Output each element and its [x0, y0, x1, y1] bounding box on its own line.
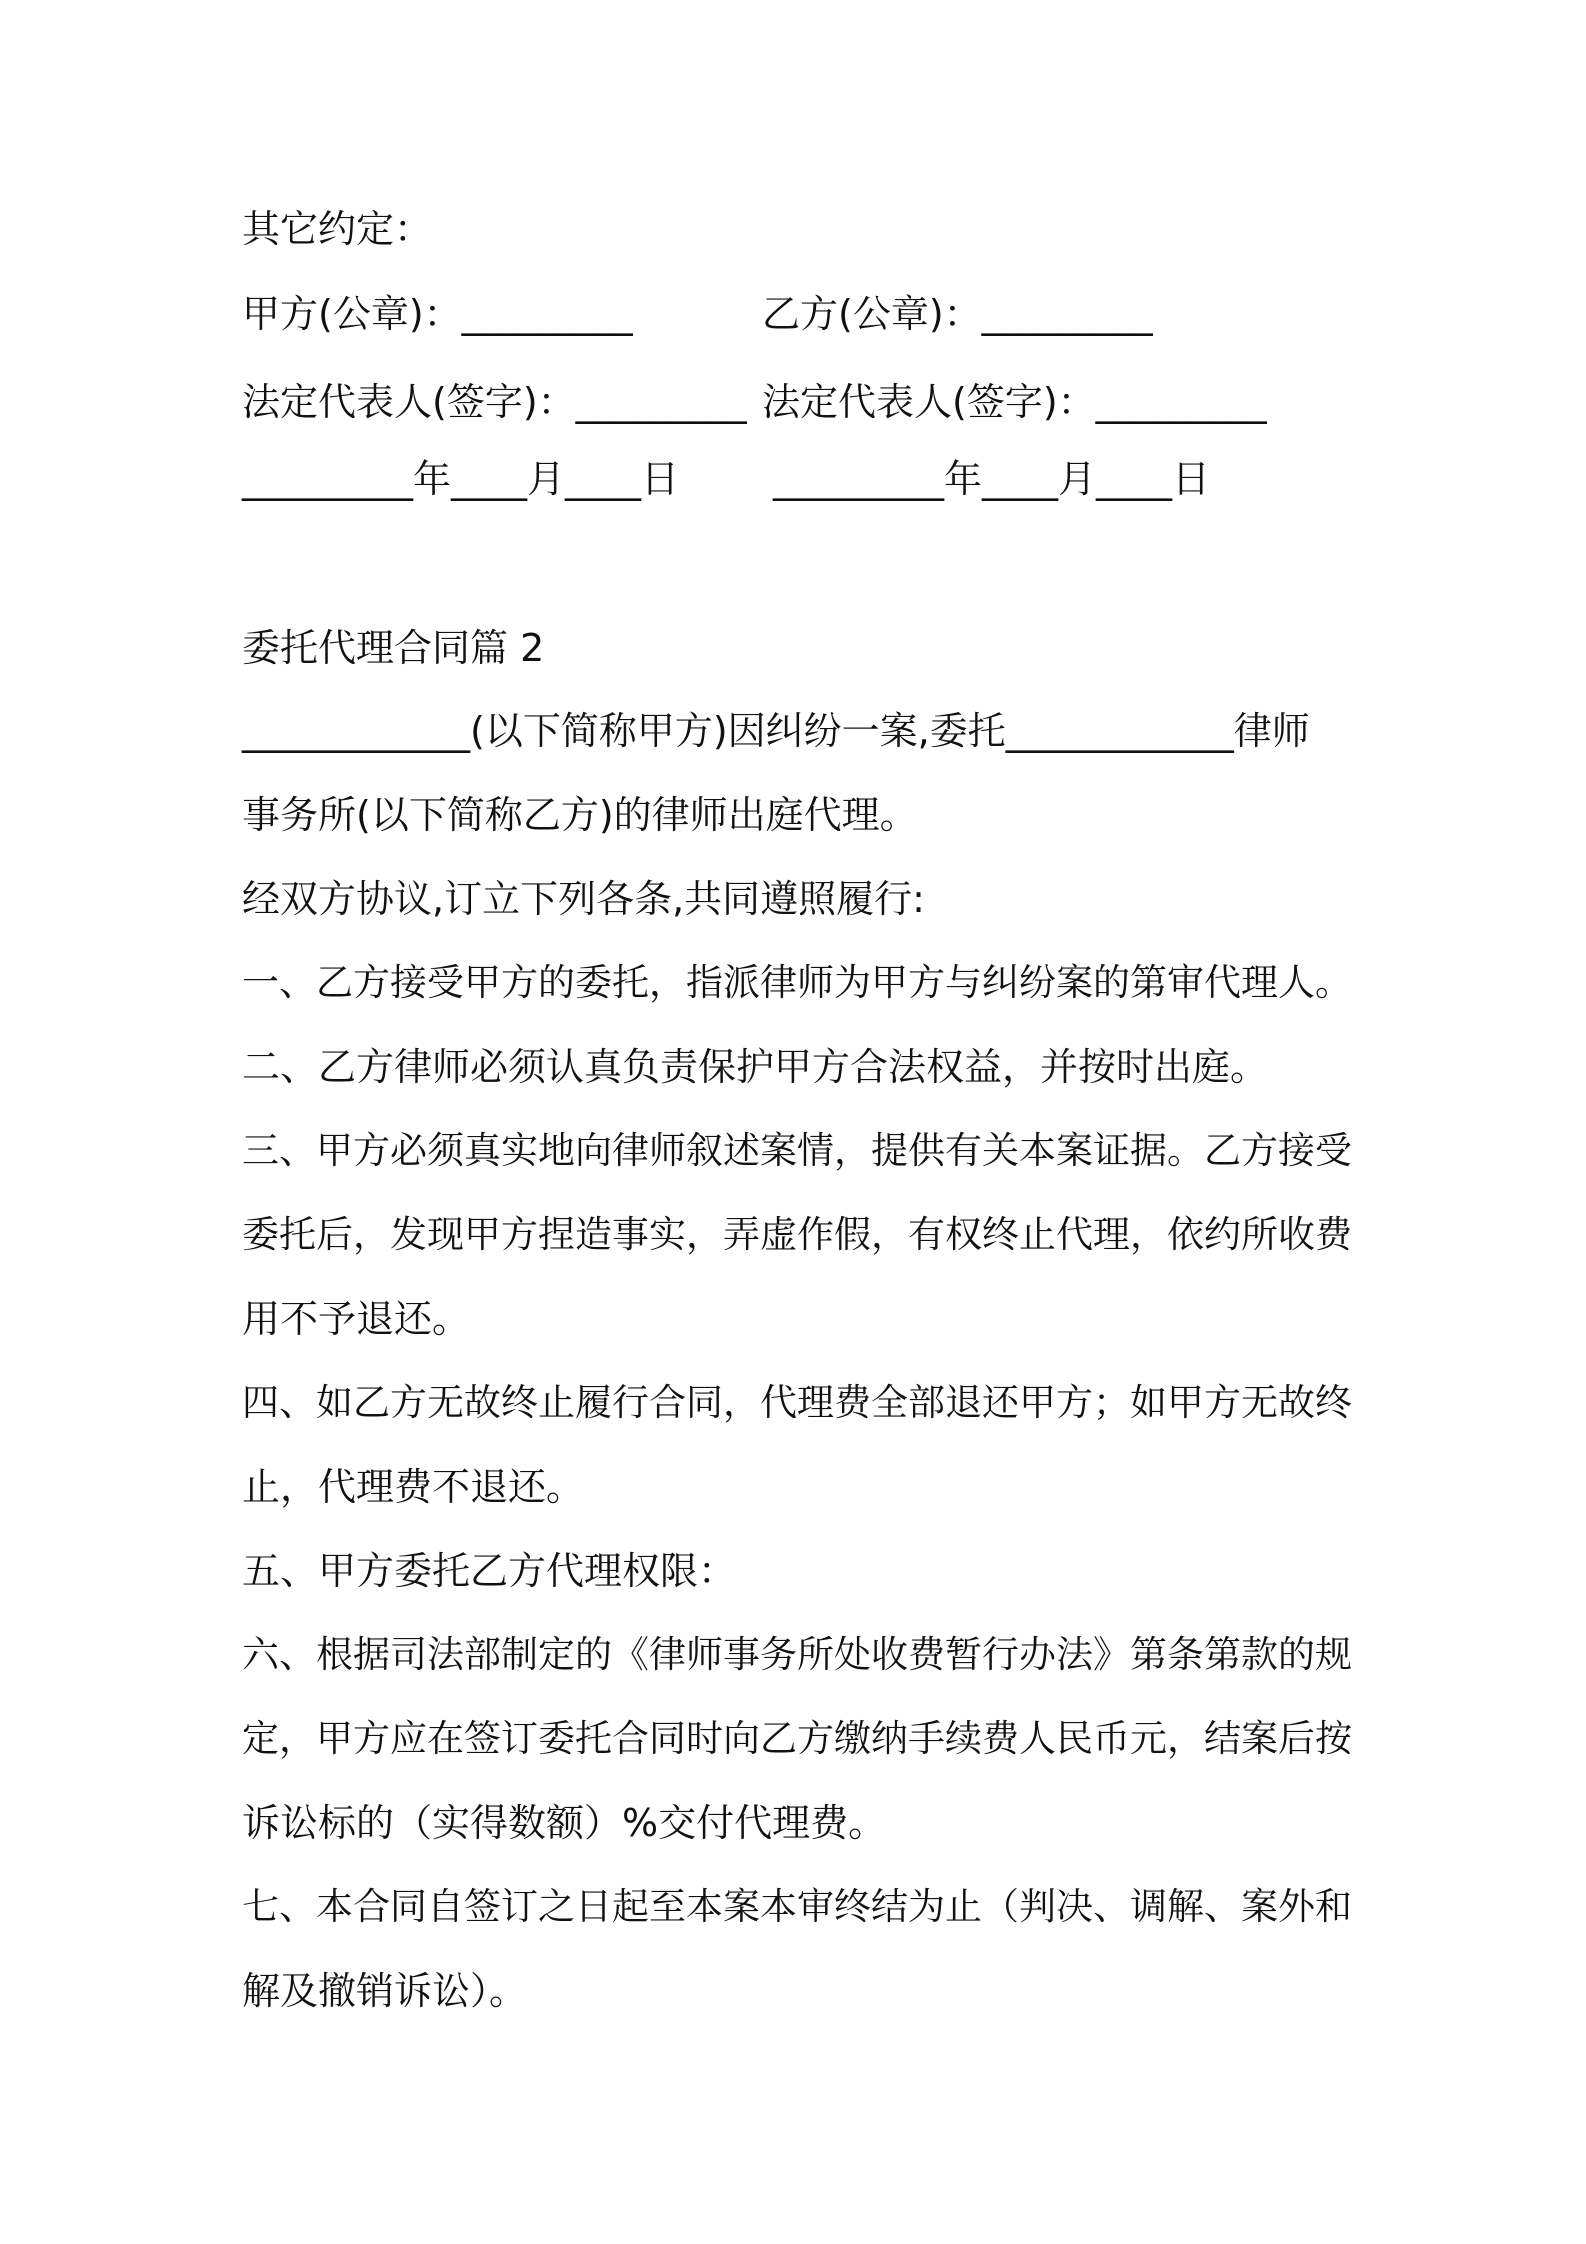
body-line: 四、如乙方无故终止履行合同，代理费全部退还甲方；如甲方无故终: [242, 1381, 1352, 1424]
section-title: 委托代理合同篇 2: [242, 626, 545, 670]
party-b-rep-line: 法定代表人(签字)：_________: [762, 380, 1267, 424]
body-line: 定，甲方应在签订委托合同时向乙方缴纳手续费人民币元，结案后按: [242, 1717, 1352, 1760]
body-line: 一、乙方接受甲方的委托，指派律师为甲方与纠纷案的第审代理人。: [242, 961, 1352, 1004]
body-line: 六、根据司法部制定的《律师事务所处收费暂行办法》第条第款的规: [242, 1633, 1352, 1676]
other-terms-label: 其它约定：: [242, 207, 433, 251]
party-a-rep-line: 法定代表人(签字)：_________: [242, 380, 747, 424]
body-line: 解及撤销诉讼）。: [242, 1969, 528, 2013]
body-line: 委托后，发现甲方捏造事实，弄虚作假，有权终止代理，依约所收费: [242, 1213, 1352, 1256]
party-b-date-line: _________年____月____日: [773, 457, 1211, 501]
body-line: 七、本合同自签订之日起至本案本审终结为止（判决、调解、案外和: [242, 1885, 1352, 1928]
body-line: 经双方协议,订立下列各条,共同遵照履行:: [242, 877, 925, 921]
body-line: 诉讼标的（实得数额）%交付代理费。: [242, 1801, 887, 1845]
body-line: 二、乙方律师必须认真负责保护甲方合法权益，并按时出庭。: [242, 1045, 1269, 1089]
body-line: 用不予退还。: [242, 1297, 471, 1341]
party-a-seal-line: 甲方(公章)：_________: [242, 292, 633, 336]
body-line: 事务所(以下简称乙方)的律师出庭代理。: [242, 793, 918, 837]
party-a-date-line: _________年____月____日: [242, 457, 680, 501]
body-line: 三、甲方必须真实地向律师叙述案情，提供有关本案证据。乙方接受: [242, 1129, 1352, 1172]
party-b-seal-line: 乙方(公章)：_________: [762, 292, 1153, 336]
body-line: 五、甲方委托乙方代理权限：: [242, 1549, 737, 1593]
body-line: 止，代理费不退还。: [242, 1465, 585, 1509]
body-line: ____________(以下简称甲方)因纠纷一案,委托____________律师: [242, 709, 1310, 753]
